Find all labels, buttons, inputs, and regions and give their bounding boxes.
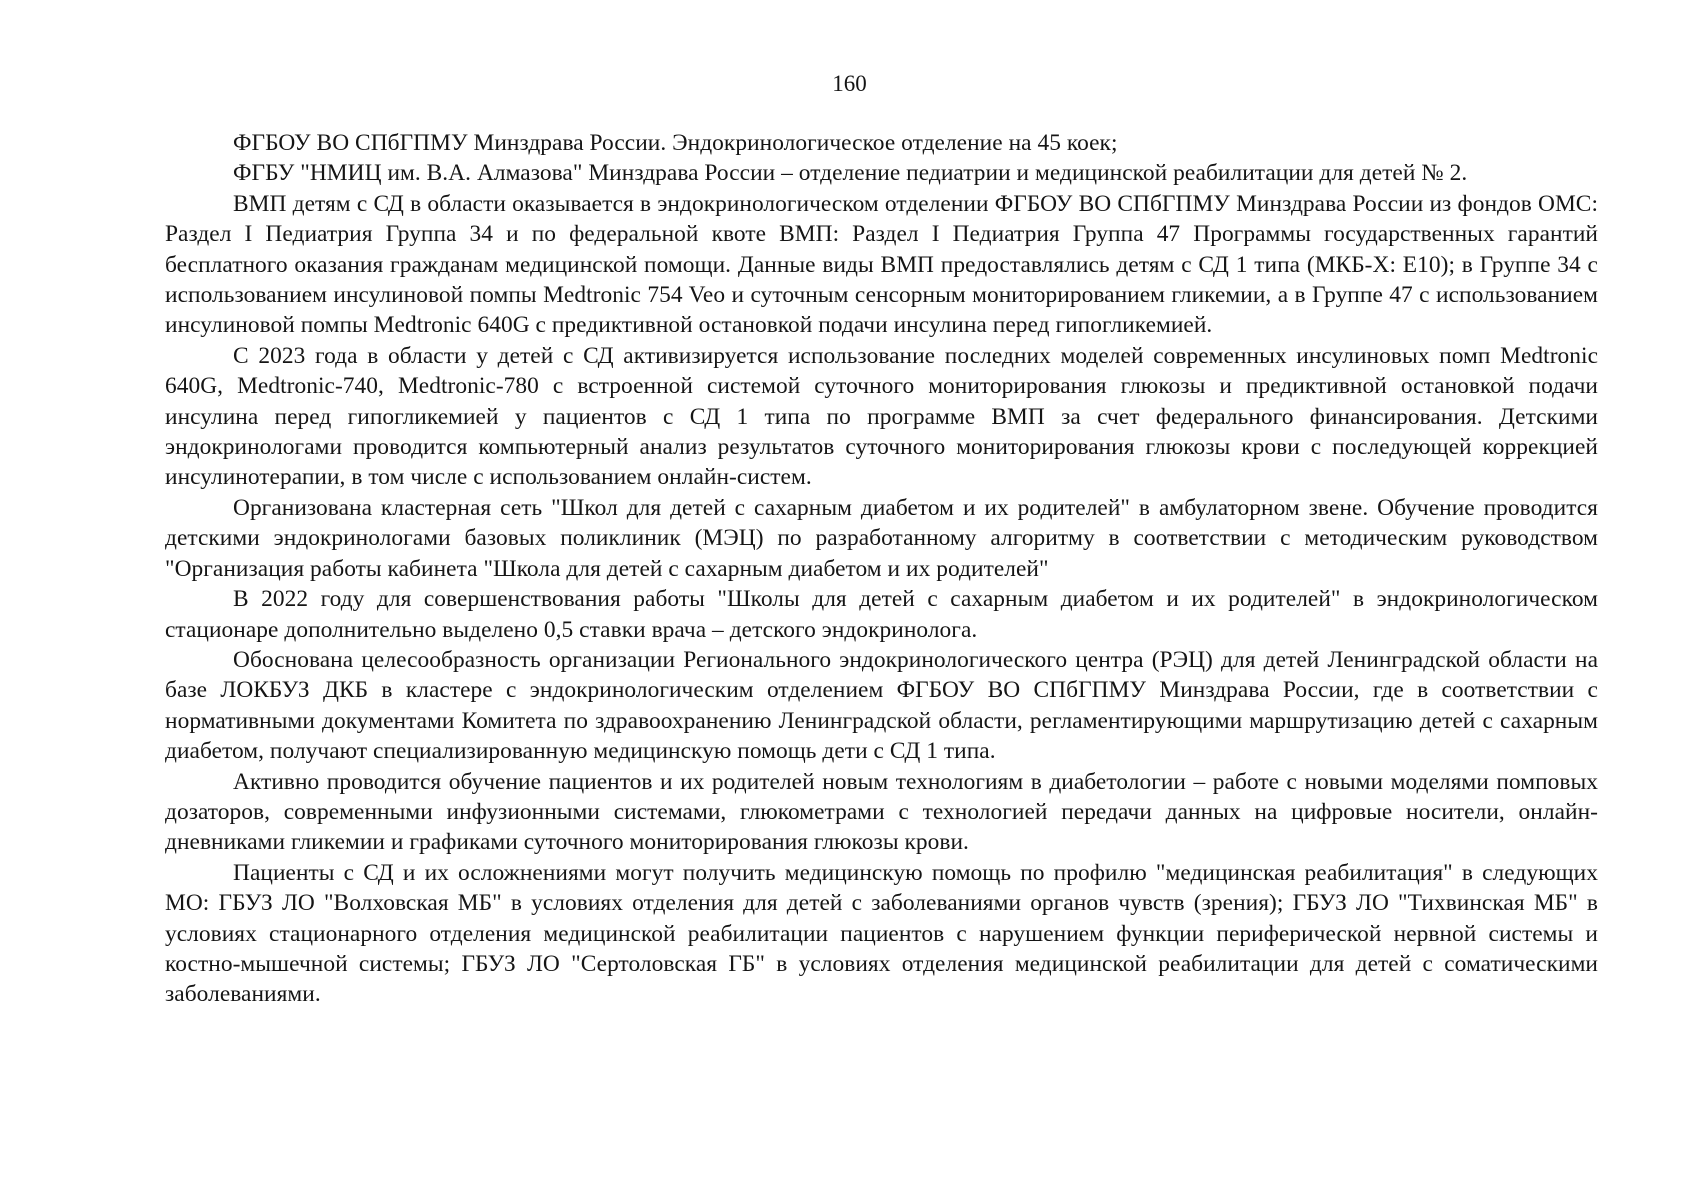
paragraph-6: В 2022 году для совершенствования работы "Школы для детей с сахарным диабетом и их родителей" в эндокринологическом стационаре дополнительно выделено 0,5 ставки врача – детского эндокринолога. xyxy=(165,586,1598,643)
paragraph-3: ВМП детям с СД в области оказывается в эндокринологическом отделении ФГБОУ ВО СПбГПМУ Минздрава России из фондов ОМС: Раздел I Педиатрия Группа 34 и по федеральной квоте ВМП: Раздел I Педиатрия Группа 47 Программы государственных гарантий бесплатного оказания гражданам медицинской помощи. Данные виды ВМП предоставлялись детям с СД 1 типа (МКБ-Х: Е10); в Группе 34 с использованием инсулиновой помпы Medtronic 754 Veo и суточным сенсорным мониторированием гликемии, а в Группе 47 с использованием инсулиновой помпы Medtronic 640G с предиктивной остановкой подачи инсулина перед гипогликемией. xyxy=(165,190,1598,339)
paragraph-1: ФГБОУ ВО СПбГПМУ Минздрава России. Эндокринологическое отделение на 45 коек; xyxy=(233,130,1118,156)
paragraph-5: Организована кластерная сеть "Школ для детей с сахарным диабетом и их родителей" в амбулаторном звене. Обучение проводится детскими эндокринологами базовых поликлиник (МЭЦ) по разработанному алгоритму в соответствии с методическим руководством "Организация работы кабинета "Школа для детей с сахарным диабетом и их родителей" xyxy=(165,494,1598,582)
paragraph-4: С 2023 года в области у детей с СД активизируется использование последних моделей современных инсулиновых помп Medtronic 640G, Medtronic-740, Medtronic-780 с встроенной системой суточного мониторирования глюкозы и предиктивной остановкой подачи инсулина перед гипогликемией у пациентов с СД 1 типа по программе ВМП за счет федерального финансирования. Детскими эндокринологами проводится компьютерный анализ результатов суточного мониторирования глюкозы крови с последующей коррекцией инсулинотерапии, в том числе с использованием онлайн-систем. xyxy=(165,342,1598,491)
paragraph-2: ФГБУ "НМИЦ им. В.А. Алмазова" Минздрава России – отделение педиатрии и медицинской реабилитации для детей № 2. xyxy=(233,160,1468,187)
paragraph-7: Обоснована целесообразность организации Регионального эндокринологического центра (РЭЦ) для детей Ленинградской области на базе ЛОКБУЗ ДКБ в кластере с эндокринологическим отделением ФГБОУ ВО СПбГПМУ Минздрава России, где в соответствии с нормативными документами Комитета по здравоохранению Ленинградской области, регламентирующими маршрутизацию детей с сахарным диабетом, получают специализированную медицинскую помощь дети с СД 1 типа. xyxy=(165,646,1598,765)
paragraph-8: Активно проводится обучение пациентов и их родителей новым технологиям в диабетологии – работе с новыми моделями помповых дозаторов, современными инфузионными системами, глюкометрами с технологией передачи данных на цифровые носители, онлайн-дневниками гликемии и графиками суточного мониторирования глюкозы крови. xyxy=(165,768,1598,856)
page-number: 160 xyxy=(832,71,867,96)
document-body xyxy=(165,128,1598,1010)
paragraph-9: Пациенты с СД и их осложнениями могут получить медицинскую помощь по профилю "медицинская реабилитация" в следующих МО: ГБУЗ ЛО "Волховская МБ" в условиях отделения для детей с заболеваниями органов чувств (зрения); ГБУЗ ЛО "Тихвинская МБ" в условиях стационарного отделения медицинской реабилитации пациентов с нарушением функции периферической нервной системы и костно-мышечной системы; ГБУЗ ЛО "Сертоловская ГБ" в условиях отделения медицинской реабилитации для детей с соматическими заболеваниями. xyxy=(165,859,1598,1008)
